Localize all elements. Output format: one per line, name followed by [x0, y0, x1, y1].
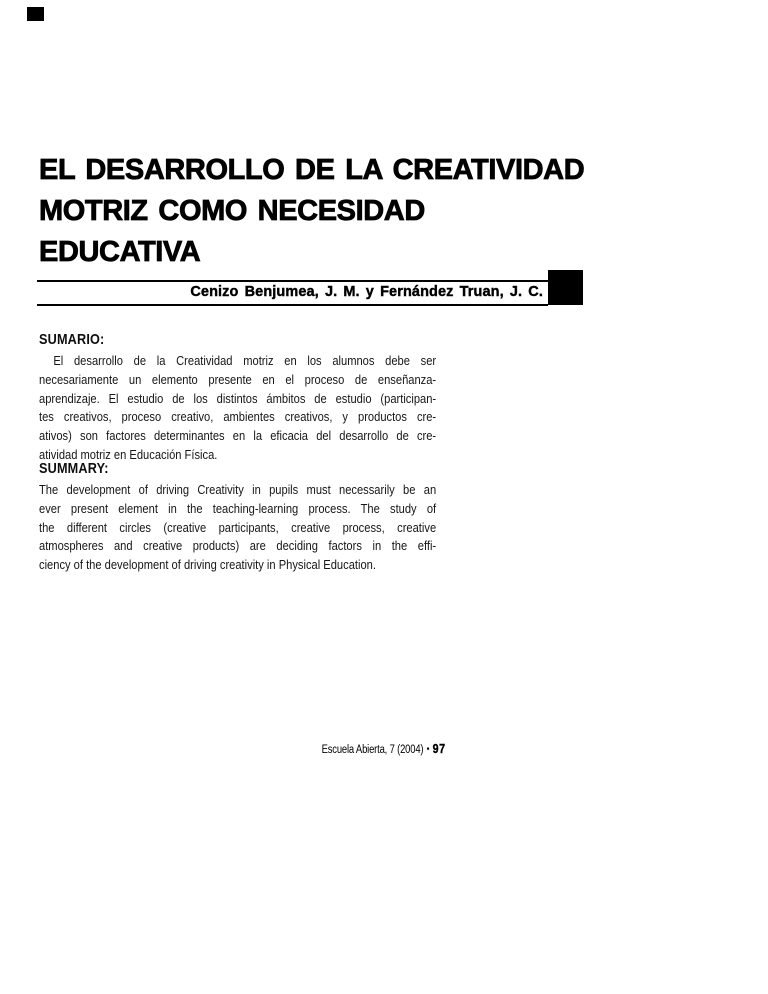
summary-line: atmospheres and creative products) are deciding factors in the effi-: [39, 538, 437, 554]
bullet-separator: •: [427, 744, 430, 755]
page-number: 97: [433, 741, 446, 756]
article-title: [39, 150, 585, 273]
article-title-line: MOTRIZ COMO NECESIDAD: [39, 195, 425, 227]
sumario-line: atividad motriz en Educación Física.: [39, 446, 218, 462]
sumario-line: El desarrollo de la Creatividad motriz en los alumnos debe ser: [53, 353, 437, 368]
article-title-line: EL DESARROLLO DE LA CREATIVIDAD: [39, 154, 585, 186]
sumario-line: aprendizaje. El estudio de los distintos ámbitos de estudio (participan-: [39, 390, 437, 406]
page-footer: [0, 740, 768, 758]
summary-line: ciency of the development of driving creativity in Physical Education.: [39, 557, 376, 573]
sumario-heading: SUMARIO:: [39, 331, 105, 348]
journal-citation: Escuela Abierta, 7 (2004): [322, 744, 424, 756]
title-accent-square: [548, 270, 583, 305]
summary-line: the different circles (creative participants, creative process, creative: [39, 519, 437, 535]
footer-citation: [322, 742, 446, 757]
page-corner-mark: [27, 7, 44, 21]
summary-line: The development of driving Creativity in pupils must necessarily be an: [39, 482, 437, 497]
sumario-section: [39, 330, 436, 465]
sumario-line: ativos) son factores determinantes en la eficacia del desarrollo de cre-: [39, 428, 437, 444]
sumario-line: necesariamente un elemento presente en el proceso de enseñanza-: [39, 371, 437, 387]
article-title-line: EDUCATIVA: [39, 236, 201, 268]
author-names: Cenizo Benjumea, J. M. y Fernández Truan, J. C.: [190, 284, 543, 300]
author-byline-bar: [37, 280, 548, 306]
sumario-line: tes creativos, proceso creativo, ambientes creativos, y productos cre-: [39, 409, 437, 425]
summary-section: [39, 459, 436, 575]
summary-line: ever present element in the teaching-learning process. The study of: [39, 500, 437, 516]
summary-heading: SUMMARY:: [39, 460, 109, 477]
